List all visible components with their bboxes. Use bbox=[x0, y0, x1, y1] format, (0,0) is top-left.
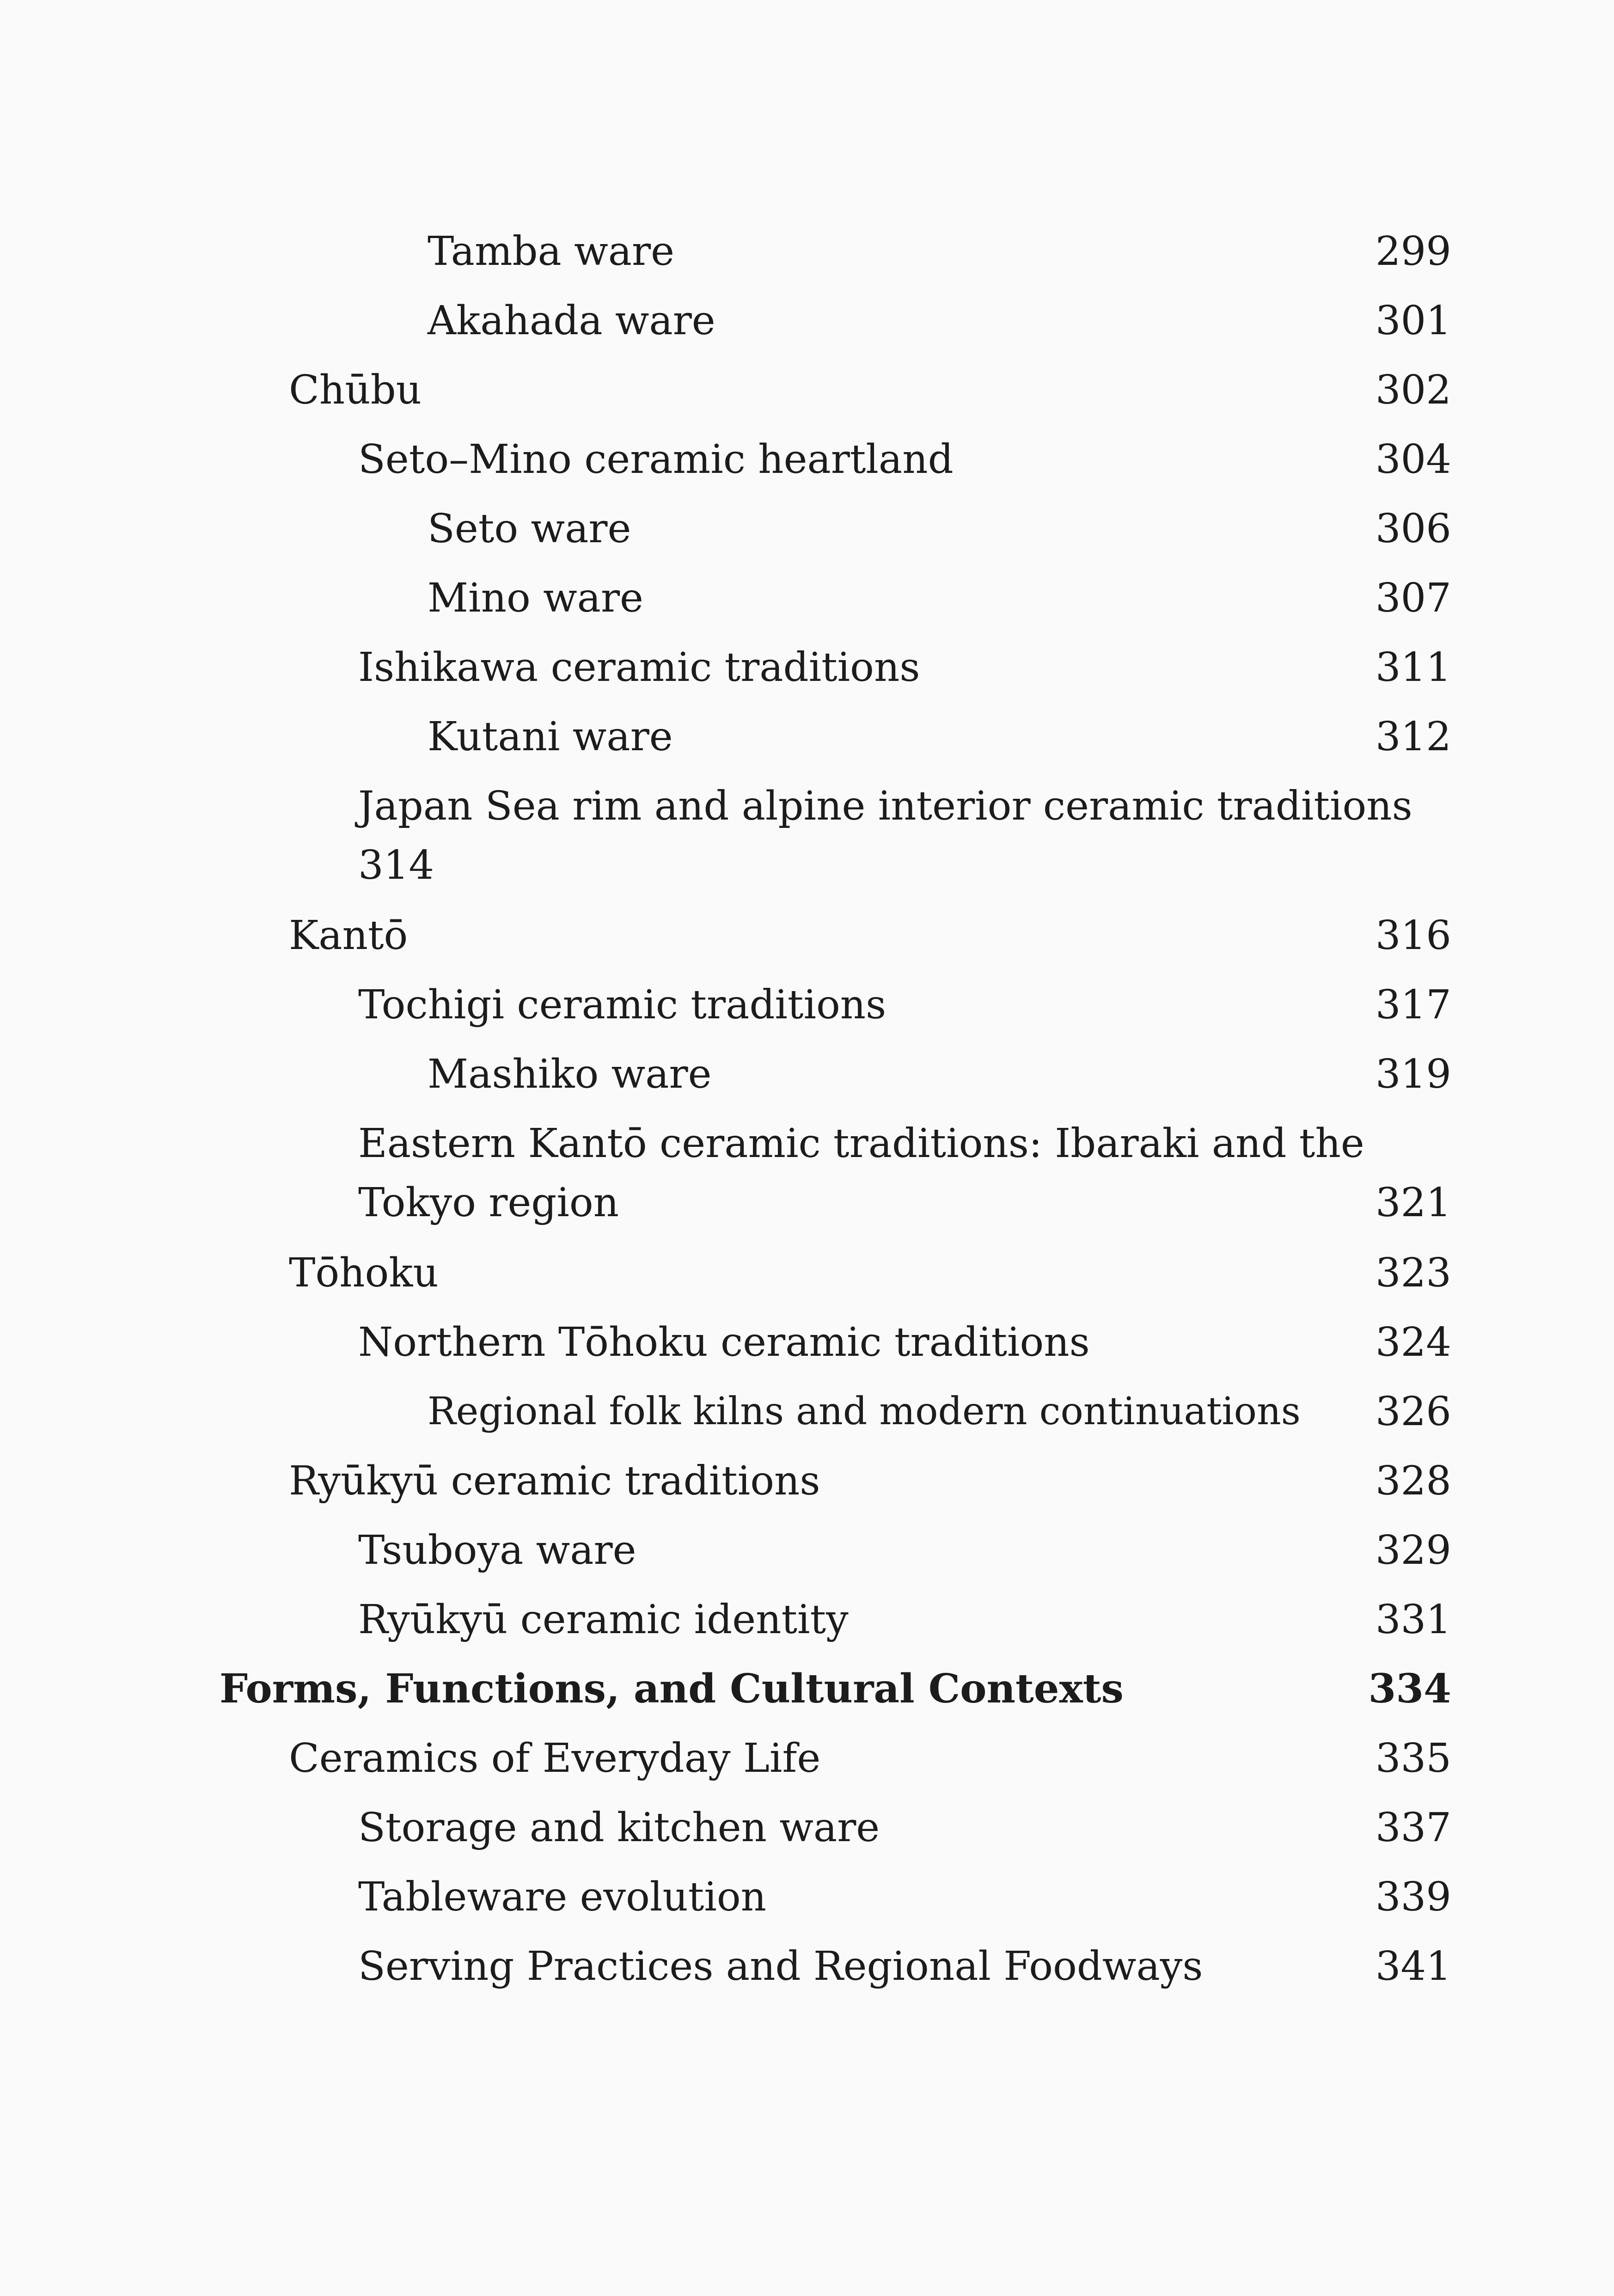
toc-entry-title: Ryūkyū ceramic traditions bbox=[289, 1458, 820, 1504]
toc-entry-title: Mino ware bbox=[428, 575, 643, 621]
toc-entry-page: 321 bbox=[1375, 1180, 1451, 1226]
toc-entry-page: 306 bbox=[1375, 506, 1451, 552]
toc-entry-title: Tochigi ceramic traditions bbox=[358, 982, 886, 1028]
toc-entry-page: 328 bbox=[1375, 1458, 1451, 1504]
toc-entry-page: 326 bbox=[1375, 1389, 1451, 1435]
toc-entry-page: 312 bbox=[1375, 714, 1451, 760]
toc-entry-title: Serving Practices and Regional Foodways bbox=[358, 1943, 1203, 1990]
table-of-contents bbox=[0, 222, 1614, 2071]
toc-entry-page: 301 bbox=[1375, 298, 1451, 344]
toc-entry[interactable] bbox=[0, 777, 1614, 895]
toc-entry-page: 335 bbox=[1375, 1735, 1451, 1782]
toc-entry-title: Kutani ware bbox=[428, 714, 673, 760]
toc-entry-title: Ryūkyū ceramic identity bbox=[358, 1597, 849, 1643]
toc-entry-page: 337 bbox=[1375, 1805, 1451, 1851]
toc-entry-title: Akahada ware bbox=[428, 298, 715, 344]
toc-entry-title: Seto ware bbox=[428, 506, 631, 552]
toc-entry-page: 323 bbox=[1375, 1250, 1451, 1296]
toc-entry-title: Japan Sea rim and alpine interior ceramic traditions bbox=[358, 783, 1412, 829]
toc-entry-title: Kantō bbox=[289, 912, 408, 959]
toc-entry-page: 317 bbox=[1375, 982, 1451, 1028]
toc-entry-page: 324 bbox=[1375, 1319, 1451, 1365]
toc-entry-title: Tsuboya ware bbox=[358, 1527, 636, 1574]
toc-entry-page: 314 bbox=[358, 842, 434, 888]
toc-entry-title: Tamba ware bbox=[428, 228, 675, 275]
toc-entry-title-continued: Tokyo region bbox=[358, 1180, 619, 1226]
toc-entry-page: 331 bbox=[1375, 1597, 1451, 1643]
toc-entry-title: Eastern Kantō ceramic traditions: Ibaraki and the bbox=[358, 1120, 1364, 1167]
toc-entry-page: 299 bbox=[1375, 228, 1451, 275]
toc-entry-page: 304 bbox=[1375, 436, 1451, 483]
toc-entry-title: Ishikawa ceramic traditions bbox=[358, 644, 920, 691]
toc-entry-title: Mashiko ware bbox=[428, 1051, 712, 1097]
toc-entry-page: 341 bbox=[1375, 1943, 1451, 1990]
toc-entry-page: 316 bbox=[1375, 912, 1451, 959]
toc-entry-title: Seto–Mino ceramic heartland bbox=[358, 436, 954, 483]
toc-chapter-page: 334 bbox=[1368, 1665, 1451, 1712]
toc-entry-title: Tableware evolution bbox=[358, 1874, 767, 1920]
toc-entry-title: Storage and kitchen ware bbox=[358, 1805, 880, 1851]
toc-entry-page: 302 bbox=[1375, 367, 1451, 413]
toc-entry-page: 311 bbox=[1375, 644, 1451, 691]
toc-entry-page: 307 bbox=[1375, 575, 1451, 621]
toc-entry-page: 339 bbox=[1375, 1874, 1451, 1920]
toc-entry-title: Chūbu bbox=[289, 367, 422, 413]
toc-entry-page: 329 bbox=[1375, 1527, 1451, 1574]
toc-entry-page: 319 bbox=[1375, 1051, 1451, 1097]
toc-entry-title: Northern Tōhoku ceramic traditions bbox=[358, 1319, 1090, 1365]
toc-entry-title: Tōhoku bbox=[289, 1250, 439, 1296]
toc-entry[interactable] bbox=[0, 1114, 1614, 1232]
toc-chapter-title: Forms, Functions, and Cultural Contexts bbox=[220, 1665, 1124, 1712]
toc-entry-title: Ceramics of Everyday Life bbox=[289, 1735, 821, 1782]
toc-entry-title: Regional folk kilns and modern continuations bbox=[428, 1390, 1301, 1433]
